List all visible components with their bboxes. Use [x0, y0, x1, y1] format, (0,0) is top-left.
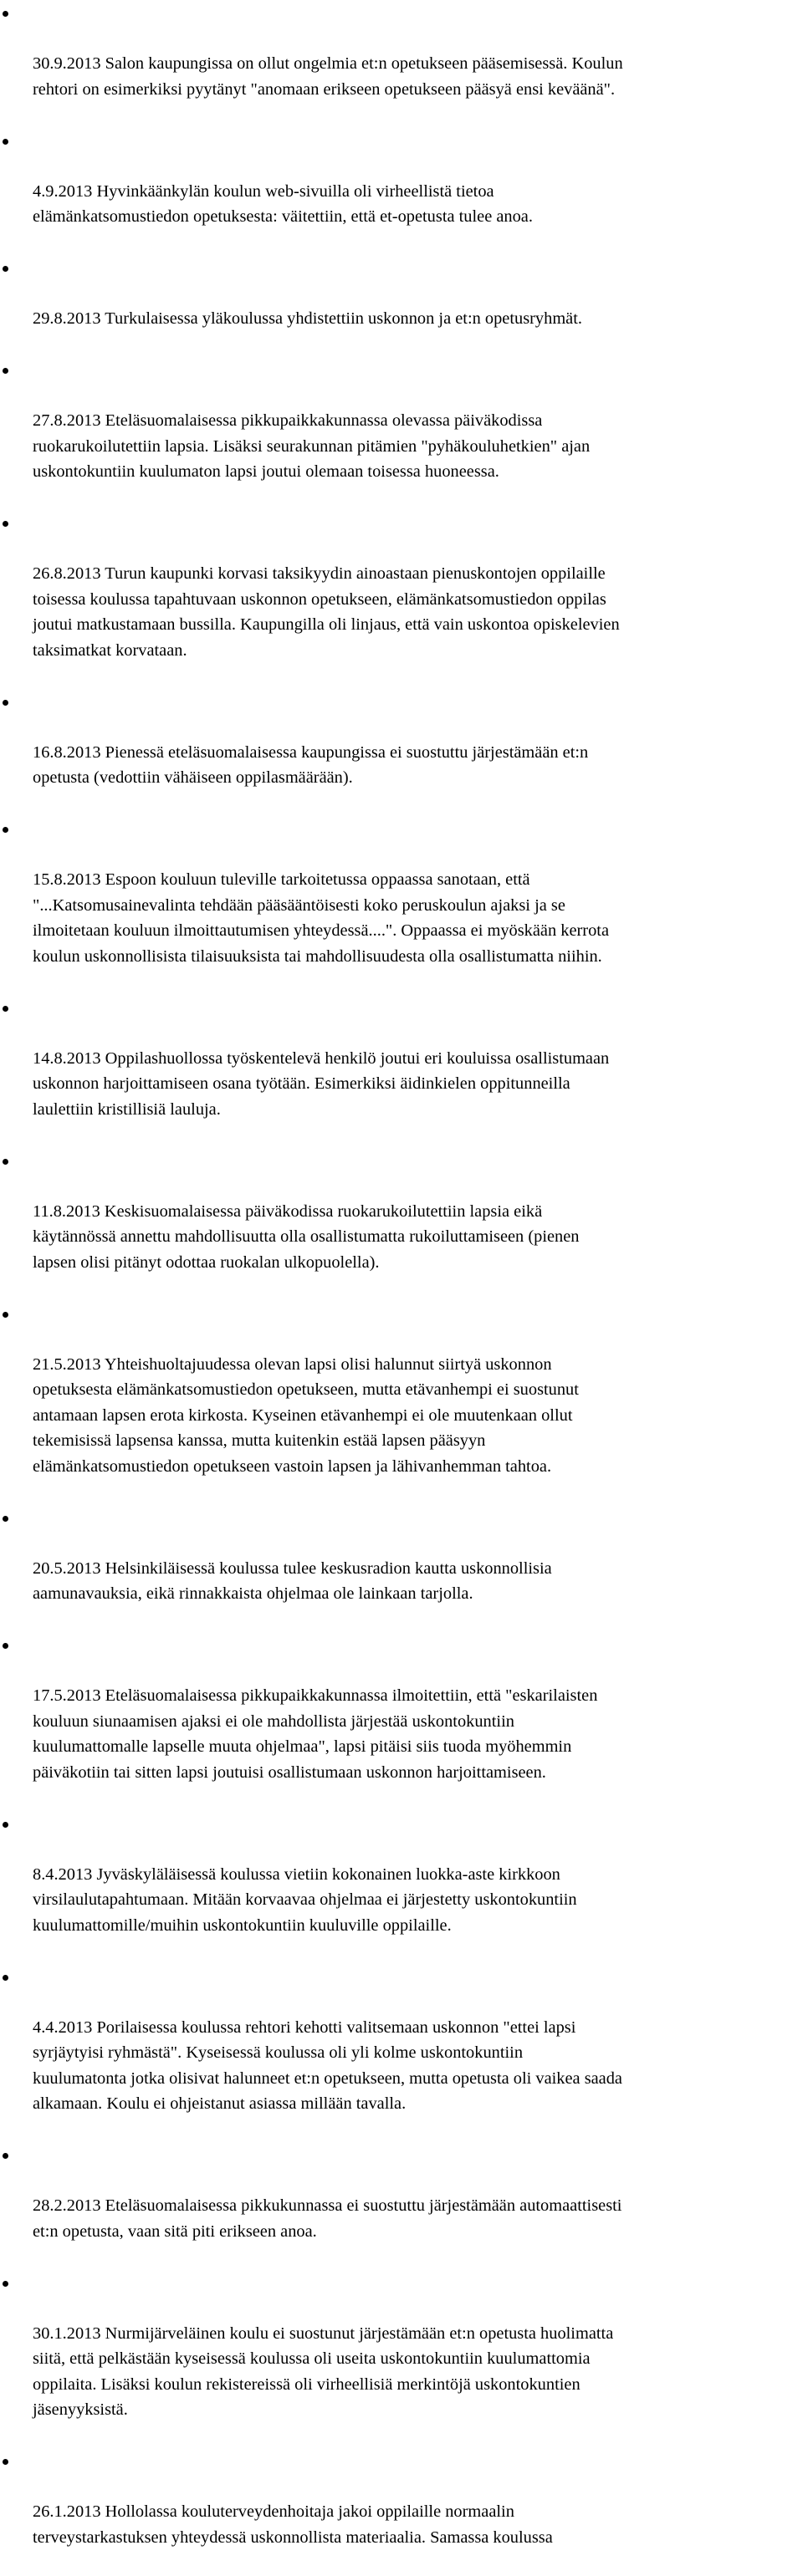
list-item-text: 30.1.2013 Nurmijärveläinen koulu ei suostunut järjestämään et:n opetusta huolimatta siitä, että pelkästään kyseisessä koulussa oli useita uskontokuntiin kuulumattomia oppilaita. Lisäksi koulun rekistereissä oli virheellisiä merkintöjä uskontokuntien jäsenyyksistä. [33, 2324, 614, 2419]
list-item [0, 128, 803, 256]
bullet-icon [3, 1159, 8, 1165]
list-item-text: 28.2.2013 Eteläsuomalaisessa pikkukunnassa ei suostuttu järjestämään automaattisesti et:n opetusta, vaan sitä piti erikseen anoa. [33, 2196, 622, 2241]
list-item [0, 1301, 803, 1505]
list-item-text: 4.9.2013 Hyvinkäänkylän koulun web-sivuilla oli virheellistä tietoa elämänkatsomustiedon opetuksesta: väitettiin, että et-opetusta tulee anoa. [33, 181, 533, 226]
list-item [0, 357, 803, 510]
list-item [0, 0, 803, 128]
list-item-text: 16.8.2013 Pienessä eteläsuomalaisessa kaupungissa ei suostuttu järjestämään et:n opetusta (vedottiin vähäiseen oppilasmäärään). [33, 742, 589, 787]
list-item-text: 26.8.2013 Turun kaupunki korvasi taksikyydin ainoastaan pienuskontojen oppilaille toisessa koulussa tapahtuvaan uskonnon opetukseen, elämänkatsomustiedon oppilas joutui matkustamaan bussilla. Kaupungilla oli linjaus, että vain uskontoa opiskelevien taksimatkat korvataan. [33, 564, 620, 660]
list-item [0, 510, 803, 689]
list-item [0, 816, 803, 995]
list-item-text: 4.4.2013 Porilaisessa koulussa rehtori kehotti valitsemaan uskonnon "ettei lapsi syrjäytyisi ryhmästä". Kyseisessä koulussa oli yli kolme uskontokuntiin kuulumatonta jotka olisivat halunneet et:n opetukseen, mutta opetusta oli vaikea saada alkamaan. Koulu ei ohjeistanut asiassa millään tavalla. [33, 2017, 622, 2113]
list-item-text: 8.4.2013 Jyväskyläläisessä koulussa vietiin kokonainen luokka-aste kirkkoon virsilaulutapahtumaan. Mitään korvaavaa ohjelmaa ei järjestetty uskontokuntiin kuulumattomille/muihin uskontokuntiin kuuluville oppilaille. [33, 1864, 577, 1935]
list-item [0, 689, 803, 817]
bullet-icon [3, 2281, 8, 2287]
list-item-text: 27.8.2013 Eteläsuomalaisessa pikkupaikkakunnassa olevassa päiväkodissa ruokarukoilutettiin lapsia. Lisäksi seurakunnan pitämien "pyhäkouluhetkien" ajan uskontokuntiin kuulumaton lapsi joutui olemaan toisessa huoneessa. [33, 411, 591, 481]
list-item [0, 255, 803, 357]
bullet-icon [3, 1312, 8, 1318]
bullet-icon [3, 2459, 8, 2465]
bullet-icon [3, 1975, 8, 1981]
bullet-icon [3, 139, 8, 145]
bullet-icon [3, 368, 8, 374]
list-item-text: 21.5.2013 Yhteishuoltajuudessa olevan lapsi olisi halunnut siirtyä uskonnon opetuksesta elämänkatsomustiedon opetukseen, mutta etävanhempi ei suostunut antamaan lapsen erota kirkosta. Kyseinen etävanhempi ei ole muutenkaan ollut tekemisissä lapsensa kanssa, mutta kuitenkin estää lapsen pääsyyn elämänkatsomustiedon opetukseen vastoin lapsen ja lähivanhemman tahtoa. [33, 1354, 579, 1476]
bullet-icon [3, 266, 8, 272]
list-item [0, 995, 803, 1148]
list-item [0, 1964, 803, 2143]
bullet-icon [3, 2153, 8, 2159]
list-item [0, 1505, 803, 1633]
bullet-icon [3, 1516, 8, 1522]
bullet-icon [3, 1006, 8, 1012]
bullet-icon [3, 521, 8, 527]
list-item [0, 2142, 803, 2270]
list-item [0, 1632, 803, 1811]
bullet-icon [3, 827, 8, 833]
list-item [0, 2448, 803, 2576]
list-item-text: 26.1.2013 Hollolassa kouluterveydenhoitaja jakoi oppilaille normaalin terveystarkastuksen yhteydessä uskonnollista materiaalia. Samassa koulussa [33, 2502, 553, 2547]
list-item-text: 30.9.2013 Salon kaupungissa on ollut ongelmia et:n opetukseen pääsemisessä. Koulun rehtori on esimerkiksi pyytänyt "anomaan erikseen opetukseen pääsyä ensi keväänä". [33, 54, 623, 99]
list-item [0, 1148, 803, 1301]
bullet-icon [3, 1643, 8, 1649]
list-item [0, 1811, 803, 1964]
list-item [0, 2270, 803, 2449]
list-item-text: 20.5.2013 Helsinkiläisessä koulussa tulee keskusradion kautta uskonnollisia aamunavauksia, eikä rinnakkaista ohjelmaa ole lainkaan tarjolla. [33, 1558, 552, 1603]
list-item-text: 17.5.2013 Eteläsuomalaisessa pikkupaikkakunnassa ilmoitettiin, että "eskarilaisten kouluun siunaamisen ajaksi ei ole mahdollista järjestää uskontokuntiin kuulumattomalle lapselle muuta ohjelmaa", lapsi pitäisi siis tuoda myöhemmin päiväkotiin tai sitten lapsi joutuisi osallistumaan uskonnon harjoittamiseen. [33, 1686, 598, 1782]
list-item-text: 29.8.2013 Turkulaisessa yläkoulussa yhdistettiin uskonnon ja et:n opetusryhmät. [33, 309, 582, 328]
bullet-icon [3, 700, 8, 706]
list-item-text: 11.8.2013 Keskisuomalaisessa päiväkodissa ruokarukoilutettiin lapsia eikä käytännössä annettu mahdollisuutta olla osallistumatta rukoiluttamiseen (pienen lapsen olisi pitänyt odottaa ruokalan ulkopuolella). [33, 1201, 580, 1272]
list-item-text: 14.8.2013 Oppilashuollossa työskentelevä henkilö joutui eri kouluissa osallistumaan uskonnon harjoittamiseen osana työtään. Esimerkiksi äidinkielen oppitunneilla laulettiin kristillisiä lauluja. [33, 1048, 610, 1119]
bullet-icon [3, 11, 8, 17]
bullet-icon [3, 1822, 8, 1828]
list-item-text: 15.8.2013 Espoon kouluun tuleville tarkoitetussa oppaassa sanotaan, että "...Katsomusainevalinta tehdään pääsääntöisesti koko peruskoulun ajaksi ja se ilmoitetaan kouluun ilmoittautumisen yhteydessä....". Oppaassa ei myöskään kerrota koulun uskonnollisista tilaisuuksista tai mahdollisuudesta olla osallistumatta niihin. [33, 870, 609, 966]
